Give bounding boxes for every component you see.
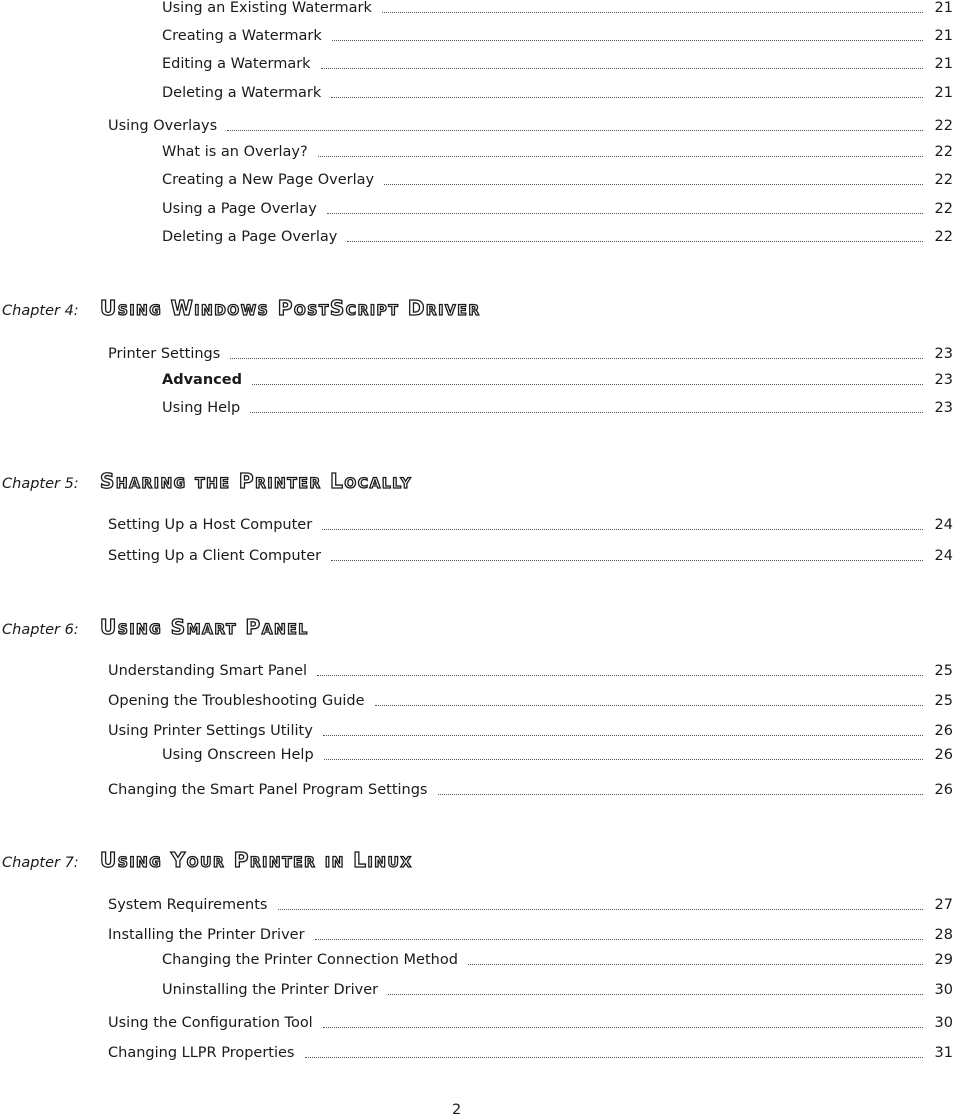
dot-leader: [252, 384, 923, 385]
toc-entry-what-is-overlay[interactable]: [162, 142, 953, 162]
chapter-label: Chapter 6:: [2, 622, 79, 638]
toc-entry-title: Using Onscreen Help: [162, 745, 320, 765]
toc-entry-using-onscreen-help[interactable]: [162, 745, 953, 765]
dot-leader: [331, 560, 923, 561]
chapter-heading-7: [2, 848, 413, 878]
toc-entry-creating-watermark[interactable]: [162, 26, 953, 46]
toc-page-number: 28: [925, 925, 953, 945]
toc-entry-title: Setting Up a Client Computer: [108, 546, 327, 566]
toc-entry-title: Understanding Smart Panel: [108, 661, 313, 681]
dot-leader: [315, 939, 923, 940]
dot-leader: [375, 705, 923, 706]
toc-page-number: 26: [925, 721, 953, 741]
toc-page-number: 23: [925, 370, 953, 390]
toc-page-number: 21: [925, 83, 953, 103]
chapter-label: Chapter 5:: [2, 476, 79, 492]
toc-entry-title: Creating a New Page Overlay: [162, 170, 380, 190]
toc-entry-title: Setting Up a Host Computer: [108, 515, 318, 535]
toc-entry-changing-smart-panel-settings[interactable]: [108, 780, 953, 800]
toc-entry-advanced[interactable]: [162, 370, 953, 390]
chapter-heading-5: [2, 469, 412, 499]
toc-page-number: 22: [925, 227, 953, 247]
toc-page-number: 22: [925, 170, 953, 190]
chapter-title[interactable]: Sharing the Printer Locally: [100, 469, 413, 493]
dot-leader: [324, 759, 923, 760]
dot-leader: [384, 184, 923, 185]
toc-entry-title: Changing the Printer Connection Method: [162, 950, 464, 970]
toc-entry-title: Editing a Watermark: [162, 54, 317, 74]
toc-page-number: 23: [925, 398, 953, 418]
page-number-footer: 2: [452, 1102, 462, 1118]
dot-leader: [468, 964, 923, 965]
toc-page-number: 26: [925, 745, 953, 765]
dot-leader: [438, 794, 923, 795]
toc-entry-title: Deleting a Page Overlay: [162, 227, 343, 247]
toc-entry-title: Using the Configuration Tool: [108, 1013, 319, 1033]
dot-leader: [250, 412, 923, 413]
toc-page-number: 22: [925, 116, 953, 136]
toc-page-number: 21: [925, 54, 953, 74]
dot-leader: [305, 1057, 923, 1058]
chapter-title[interactable]: Using Windows PostScript Driver: [100, 296, 481, 320]
dot-leader: [327, 213, 923, 214]
dot-leader: [230, 358, 923, 359]
toc-entry-title: Changing LLPR Properties: [108, 1043, 301, 1063]
toc-entry-title: Using Printer Settings Utility: [108, 721, 319, 741]
toc-entry-title: Deleting a Watermark: [162, 83, 327, 103]
toc-entry-creating-page-overlay[interactable]: [162, 170, 953, 190]
toc-entry-title: What is an Overlay?: [162, 142, 314, 162]
chapter-title[interactable]: Using Your Printer in Linux: [100, 848, 413, 872]
toc-entry-changing-llpr-properties[interactable]: [108, 1043, 953, 1063]
toc-page-number: 26: [925, 780, 953, 800]
toc-page-number: 22: [925, 142, 953, 162]
toc-page-number: 27: [925, 895, 953, 915]
chapter-title[interactable]: Using Smart Panel: [100, 615, 309, 639]
dot-leader: [317, 675, 923, 676]
dot-leader: [323, 1027, 923, 1028]
toc-entry-deleting-watermark[interactable]: [162, 83, 953, 103]
toc-entry-title: Creating a Watermark: [162, 26, 328, 46]
chapter-heading-6: [2, 615, 309, 645]
toc-entry-title: Using Overlays: [108, 116, 223, 136]
toc-entry-setting-up-client[interactable]: [108, 546, 953, 566]
dot-leader: [318, 156, 923, 157]
toc-entry-title: Using a Page Overlay: [162, 199, 323, 219]
toc-entry-title: Changing the Smart Panel Program Settings: [108, 780, 434, 800]
dot-leader: [322, 529, 923, 530]
toc-page-number: 31: [925, 1043, 953, 1063]
toc-page-number: 21: [925, 0, 953, 18]
toc-page-number: 29: [925, 950, 953, 970]
toc-entry-using-page-overlay[interactable]: [162, 199, 953, 219]
toc-page-number: 25: [925, 691, 953, 711]
toc-page-number: 23: [925, 344, 953, 364]
toc-entry-system-requirements[interactable]: [108, 895, 953, 915]
toc-entry-understanding-smart-panel[interactable]: [108, 661, 953, 681]
toc-entry-using-printer-settings-utility[interactable]: [108, 721, 953, 741]
toc-page-number: 22: [925, 199, 953, 219]
toc-entry-opening-troubleshooting[interactable]: [108, 691, 953, 711]
toc-entry-installing-printer-driver[interactable]: [108, 925, 953, 945]
toc-page-number: 30: [925, 980, 953, 1000]
toc-entry-using-overlays[interactable]: [108, 116, 953, 136]
toc-entry-title: Opening the Troubleshooting Guide: [108, 691, 371, 711]
dot-leader: [331, 97, 923, 98]
dot-leader: [278, 909, 923, 910]
dot-leader: [347, 241, 923, 242]
dot-leader: [323, 735, 923, 736]
toc-entry-changing-connection-method[interactable]: [162, 950, 953, 970]
toc-entry-using-configuration-tool[interactable]: [108, 1013, 953, 1033]
dot-leader: [388, 994, 923, 995]
toc-entry-editing-watermark[interactable]: [162, 54, 953, 74]
toc-entry-title: Advanced: [162, 370, 248, 390]
chapter-heading-4: [2, 296, 481, 326]
chapter-label: Chapter 7:: [2, 855, 79, 871]
dot-leader: [332, 40, 923, 41]
toc-page-number: 24: [925, 546, 953, 566]
toc-entry-title: System Requirements: [108, 895, 274, 915]
toc-entry-uninstalling-printer-driver[interactable]: [162, 980, 953, 1000]
toc-entry-using-help[interactable]: [162, 398, 953, 418]
toc-page-number: 24: [925, 515, 953, 535]
dot-leader: [321, 68, 923, 69]
dot-leader: [227, 130, 923, 131]
toc-entry-using-existing-watermark[interactable]: [162, 0, 953, 18]
toc-page-number: 30: [925, 1013, 953, 1033]
toc-entry-deleting-page-overlay[interactable]: [162, 227, 953, 247]
chapter-label: Chapter 4:: [2, 303, 79, 319]
toc-entry-setting-up-host[interactable]: [108, 515, 953, 535]
toc-page-number: 25: [925, 661, 953, 681]
toc-entry-title: Printer Settings: [108, 344, 226, 364]
toc-entry-printer-settings[interactable]: [108, 344, 953, 364]
toc-entry-title: Using Help: [162, 398, 246, 418]
toc-entry-title: Installing the Printer Driver: [108, 925, 311, 945]
toc-page-number: 21: [925, 26, 953, 46]
toc-entry-title: Using an Existing Watermark: [162, 0, 378, 18]
toc-entry-title: Uninstalling the Printer Driver: [162, 980, 384, 1000]
dot-leader: [382, 12, 923, 13]
